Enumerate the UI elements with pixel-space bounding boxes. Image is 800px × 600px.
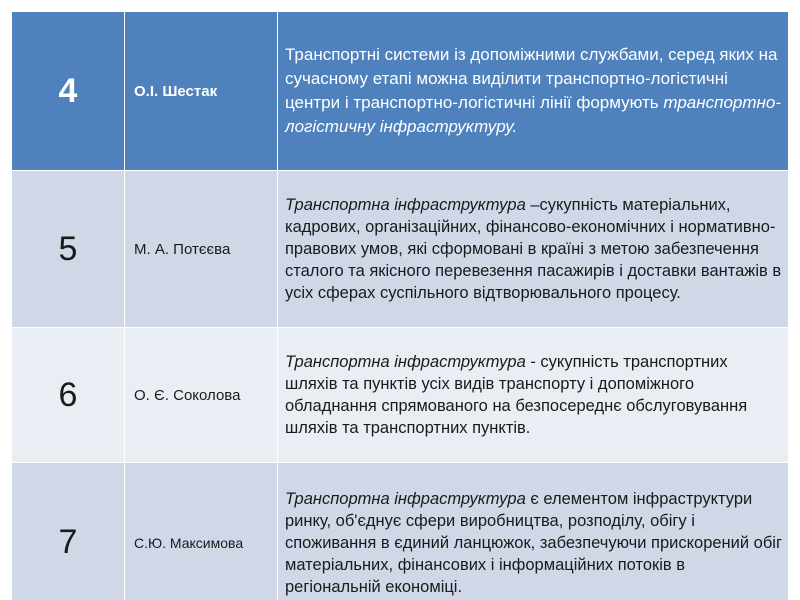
row-author: О. Є. Соколова	[125, 328, 278, 463]
row-author: М. А. Потєєва	[125, 171, 278, 328]
definitions-table	[11, 11, 789, 600]
definition-text: Транспортні системи із допоміжними службами, серед яких на сучасному етапі можна виділити транспортно-логістичні центри і транспортно-логістичні лінії формують	[285, 45, 778, 112]
definition-text: –сукупність матеріальних, кадрових, організаційних, фінансово-економічних і нормативно-правових умов, які сформовані в країні з метою забезпечення сталого та якісного перевезення пасажирів і доставки вантажів в усіх сферах суспільного відтворювального процесу.	[285, 196, 782, 302]
definition-term: Транспортна інфраструктура	[285, 196, 526, 214]
row-author: С.Ю. Максимова	[125, 463, 278, 600]
row-number: 7	[12, 463, 125, 600]
table-row	[12, 328, 789, 463]
definition-text: - сукупність транспортних шляхів та пунктів усіх видів транспорту і допоміжного обладнання спрямованого на безпосереднє обслуговування шляхів та транспортних пунктів.	[285, 353, 748, 437]
definition-text: є елементом інфраструктури ринку, об'єднує сфери виробництва, розподілу, обігу і споживання в єдиний ланцюжок, забезпечуючи прискорений обіг матеріальних, фінансових і інформаційних потоків в регіональній економіці.	[285, 489, 782, 596]
definition-term: транспортно-логістичну інфраструктуру.	[285, 93, 781, 136]
table-row	[12, 463, 789, 600]
row-number: 4	[12, 12, 125, 171]
row-number: 5	[12, 171, 125, 328]
definition-term: Транспортна інфраструктура	[285, 489, 526, 508]
table-row	[12, 171, 789, 328]
row-number: 6	[12, 328, 125, 463]
row-author: О.І. Шестак	[125, 12, 278, 171]
row-definition	[278, 171, 789, 328]
row-definition	[278, 463, 789, 600]
definition-term: Транспортна інфраструктура	[285, 353, 526, 371]
row-definition	[278, 328, 789, 463]
row-definition	[278, 12, 789, 171]
table-row	[12, 12, 789, 171]
